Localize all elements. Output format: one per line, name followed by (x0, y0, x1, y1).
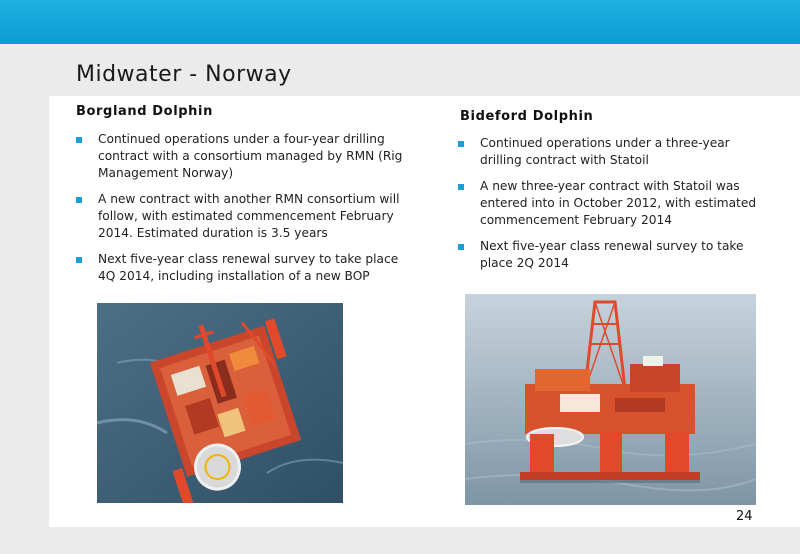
bullet-square-icon (458, 141, 464, 147)
bullet-square-icon (458, 184, 464, 190)
list-item (458, 135, 763, 169)
right-heading: Bideford Dolphin (460, 109, 594, 124)
header-bar (0, 0, 800, 44)
bullet-text: A new three-year contract with Statoil was entered into in October 2012, with estimated commencement February 2014 (480, 179, 757, 227)
bullet-text: Continued operations under a four-year drilling contract with a consortium managed by RMN (Rig Management Norway) (98, 132, 403, 180)
left-heading: Borgland Dolphin (76, 104, 213, 119)
bullet-text: Next five-year class renewal survey to take place 2Q 2014 (480, 239, 744, 270)
left-margin-strip (0, 44, 49, 554)
bideford-dolphin-photo (465, 294, 756, 505)
bullet-text: A new contract with another RMN consortium will follow, with estimated commencement February 2014. Estimated duration is 3.5 years (98, 192, 400, 240)
left-bullet-list (76, 131, 416, 294)
list-item (76, 251, 416, 285)
list-item (76, 191, 416, 242)
slide-title: Midwater - Norway (76, 62, 292, 87)
list-item (458, 178, 763, 229)
borgland-dolphin-photo (97, 303, 343, 503)
bullet-square-icon (76, 197, 82, 203)
list-item (76, 131, 416, 182)
right-bullet-list (458, 135, 763, 281)
bullet-square-icon (76, 257, 82, 263)
bullet-text: Next five-year class renewal survey to take place 4Q 2014, including installation of a new BOP (98, 252, 399, 283)
page-number: 24 (736, 509, 753, 524)
list-item (458, 238, 763, 272)
bullet-text: Continued operations under a three-year drilling contract with Statoil (480, 136, 730, 167)
bullet-square-icon (76, 137, 82, 143)
footer-band (49, 527, 800, 554)
bullet-square-icon (458, 244, 464, 250)
